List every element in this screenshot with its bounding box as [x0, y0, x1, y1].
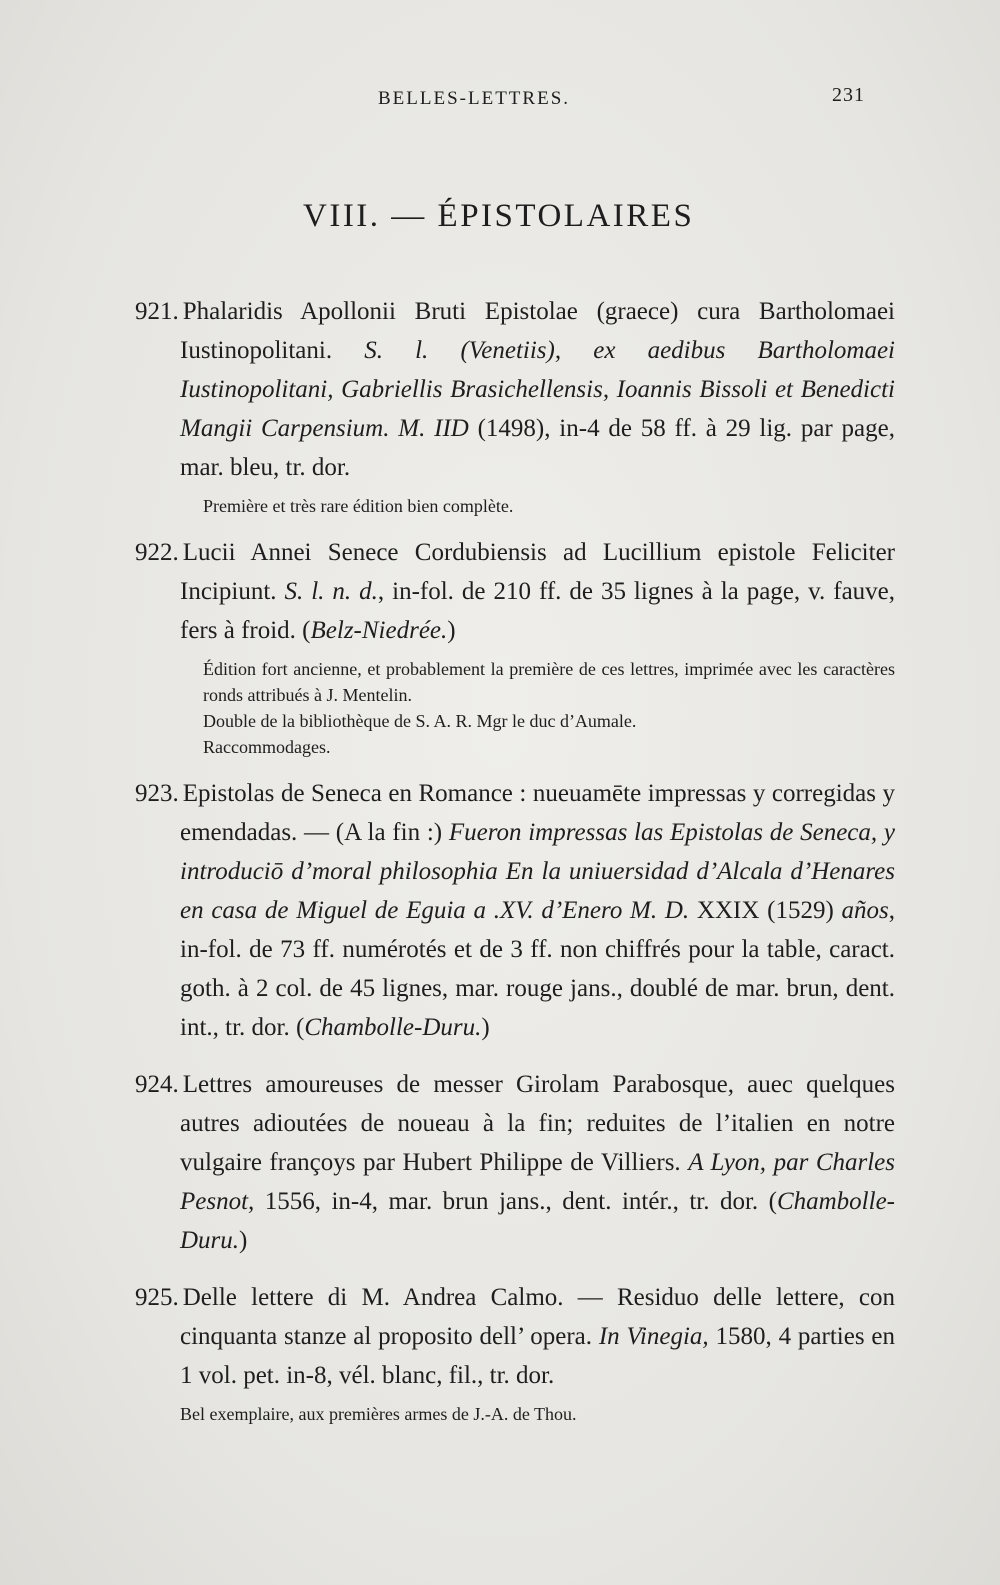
entry-number: 923. — [135, 780, 179, 807]
entry-imprint: S. l. (Venetiis), ex aedibus Bartholomaei Iustinopolitani, Gabriellis Brasichellensis, Ioannis Bissoli et Benedicti Mangii Carpensium. M. IID — [180, 337, 895, 442]
running-head: BELLES-LETTRES. — [378, 88, 571, 109]
entry-imprint: años — [841, 897, 889, 924]
entry-925 — [135, 1278, 895, 1395]
entry-922 — [135, 533, 895, 650]
note-line: Double de la bibliothèque de S. A. R. Mgr le duc d’Aumale. — [203, 711, 637, 731]
entry-note — [135, 1401, 895, 1427]
entry-number: 921. — [135, 298, 179, 325]
entry-binder: Chambolle-Duru. — [304, 1014, 482, 1041]
entry-text: 1580, 4 parties en 1 vol. pet. in-8, vél. blanc, fil., tr. dor. — [180, 1323, 895, 1389]
entry-text: Lettres amoureuses de messer Girolam Parabosque, auec quelques autres adioutées de noueau à la fin; reduites de l’italien en notre vulgaire françoys par Hubert Philippe de Villiers. — [180, 1071, 895, 1176]
entry-imprint: Fueron impressas las Epistolas de Seneca, y introduciō d’moral philosophia En la uniuersidad d’Alcala d’Henares en casa de Miguel de Eguia a .XV. d’Enero M. D. — [180, 819, 895, 924]
section-title: VIII. — ÉPISTOLAIRES — [303, 198, 695, 234]
entry-text: 1556, in-4, mar. brun jans., dent. intér., tr. dor. ( — [254, 1188, 777, 1215]
entry-text: (1498), in-4 de 58 ff. à 29 lig. par page, mar. bleu, tr. dor. — [180, 415, 895, 481]
entry-number: 922. — [135, 539, 179, 566]
entry-921 — [135, 292, 895, 487]
entry-text: Lucii Annei Senece Cordubiensis ad Lucillium epistole Feliciter Incipiunt. — [180, 539, 895, 605]
note-line: Raccommodages. — [203, 737, 331, 757]
entry-imprint: In Vinegia, — [598, 1323, 709, 1350]
entry-note — [135, 656, 895, 760]
catalogue-entries — [135, 292, 895, 1441]
entry-text: ) — [447, 617, 456, 644]
note-line: Édition fort ancienne, et probablement la première de ces lettres, imprimée avec les caractères ronds attribués à J. Mentelin. — [203, 659, 895, 705]
entry-text: Delle lettere di M. Andrea Calmo. — Residuo delle lettere, con cinquanta stanze al proposito dell’ opera. — [180, 1284, 895, 1350]
entry-note — [135, 493, 895, 519]
entry-imprint: A Lyon, par Charles Pesnot, — [180, 1149, 895, 1215]
entry-text: Epistolas de Seneca en Romance : nueuamēte impressas y corregidas y emendadas. — (A la fin :) — [180, 780, 895, 846]
entry-number: 925. — [135, 1284, 179, 1311]
entry-imprint: S. l. n. d. — [284, 578, 378, 605]
entry-text: , in-fol. de 210 ff. de 35 lignes à la page, v. fauve, fers à froid. ( — [180, 578, 896, 644]
entry-text: ) — [239, 1227, 248, 1254]
entry-text: , in-fol. de 73 ff. numérotés et de 3 ff. non chiffrés pour la table, caract. goth. à 2 col. de 45 lignes, mar. rouge jans., doublé de mar. brun, dent. int., tr. dor. ( — [180, 897, 895, 1041]
entry-binder: Belz-Niedrée. — [310, 617, 448, 644]
entry-text: Phalaridis Apollonii Bruti Epistolae (graece) cura Bartholomaei Iustinopolitani. — [180, 298, 895, 364]
entry-923 — [135, 774, 895, 1047]
note-line: Bel exemplaire, aux premières armes de J.-A. de Thou. — [180, 1404, 577, 1424]
entry-924 — [135, 1065, 895, 1260]
page-number: 231 — [832, 84, 865, 106]
entry-number: 924. — [135, 1071, 179, 1098]
entry-text: ) — [481, 1014, 490, 1041]
entry-text: XXIX (1529) — [689, 897, 842, 924]
entry-binder: Chambolle-Duru. — [180, 1188, 895, 1254]
note-line: Première et très rare édition bien complète. — [203, 496, 514, 516]
